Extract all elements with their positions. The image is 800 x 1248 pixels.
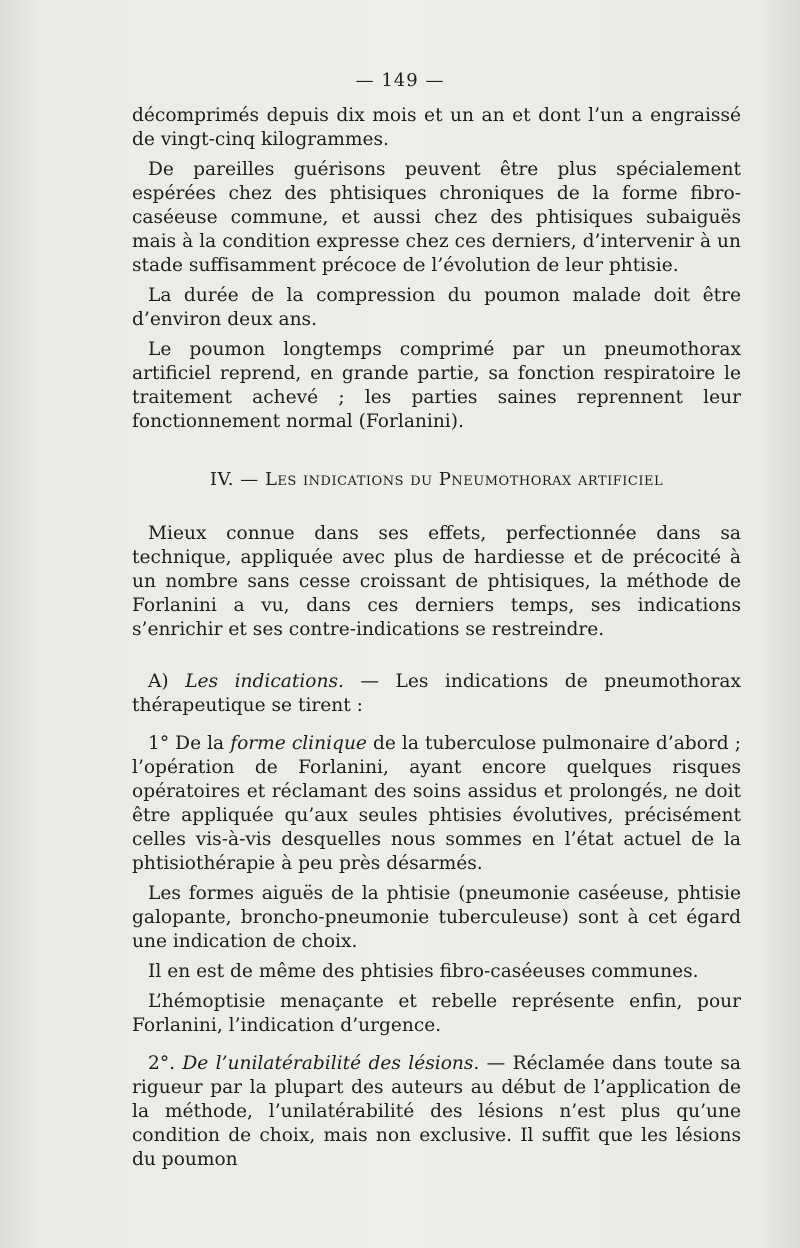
section-heading: IV. — Les indications du Pneumothorax artificiel	[209, 469, 664, 490]
unilateral-lead: 2°.	[148, 1053, 183, 1074]
unilateral-title: De l’unilatérabilité des lésions.	[182, 1053, 480, 1074]
page-number: — 149 —	[355, 70, 445, 91]
forme-title: forme clinique	[230, 733, 367, 754]
paragraph-hemoptysie: L’hémoptisie menaçante et rebelle représente enfin, pour Forlanini, l’indication d’urgence.	[132, 991, 741, 1036]
paragraph-duree: La durée de la compression du poumon malade doit être d’environ deux ans.	[132, 285, 741, 330]
forme-rest: de la tuberculose pulmonaire d’abord ; l’opération de Forlanini, ayant encore quelques risques opératoires et réclamant des soins assidus et prolongés, ne doit être appliquée qu’aux seules phtisies évolutives, précisément celles vis-à-vis desquelles nous sommes en l’état actuel de la phtisiothérapie à peu près désarmés.	[132, 733, 741, 874]
paragraph-unilaterabilite	[132, 1052, 741, 1172]
paragraph-poumon: Le poumon longtemps comprimé par un pneumothorax artificiel reprend, en grande partie, sa fonction respiratoire le traitement achevé ; les parties saines reprennent leur fonctionnement normal (Forlanini).	[132, 339, 741, 432]
paragraph-fibro-caseuses: Il en est de même des phtisies fibro-caséeuses communes.	[148, 961, 699, 982]
indications-rest: — Les indications de pneumothorax thérapeutique se tirent :	[132, 671, 741, 716]
indications-title: Les indications.	[185, 671, 344, 692]
indications-lead: A)	[148, 671, 186, 692]
paragraph-forme-clinique	[132, 732, 741, 876]
paragraph-continuation: décomprimés depuis dix mois et un an et dont l’un a engraissé de vingt-cinq kilogrammes.	[132, 105, 741, 150]
paragraph-guerisons: De pareilles guérisons peuvent être plus spécialement espérées chez des phtisiques chroniques de la forme fibro-caséeuse commune, et aussi chez des phtisiques subaiguës mais à la condition expresse chez ces derniers, d’intervenir à un stade suffisamment précoce de l’évolution de leur phtisie.	[132, 159, 741, 276]
forme-lead: 1° De la	[148, 733, 231, 754]
paragraph-indications	[132, 670, 741, 718]
unilateral-rest: — Réclamée dans toute sa rigueur par la plupart des auteurs au début de l’application de la méthode, l’unilatérabilité des lésions n’est plus qu’une condition de choix, mais non exclusive. Il suffit que les lésions du poumon	[132, 1053, 742, 1170]
paragraph-formes-aigues: Les formes aiguës de la phtisie (pneumonie caséeuse, phtisie galopante, broncho-pneumonie tuberculeuse) sont à cet égard une indication de choix.	[132, 883, 741, 952]
paragraph-methode: Mieux connue dans ses effets, perfectionnée dans sa technique, appliquée avec plus de hardiesse et de précocité à un nombre sans cesse croissant de phtisiques, la méthode de Forlanini a vu, dans ces derniers temps, ses indications s’enrichir et ses contre-indications se restreindre.	[132, 523, 741, 640]
body-text	[132, 104, 741, 1172]
